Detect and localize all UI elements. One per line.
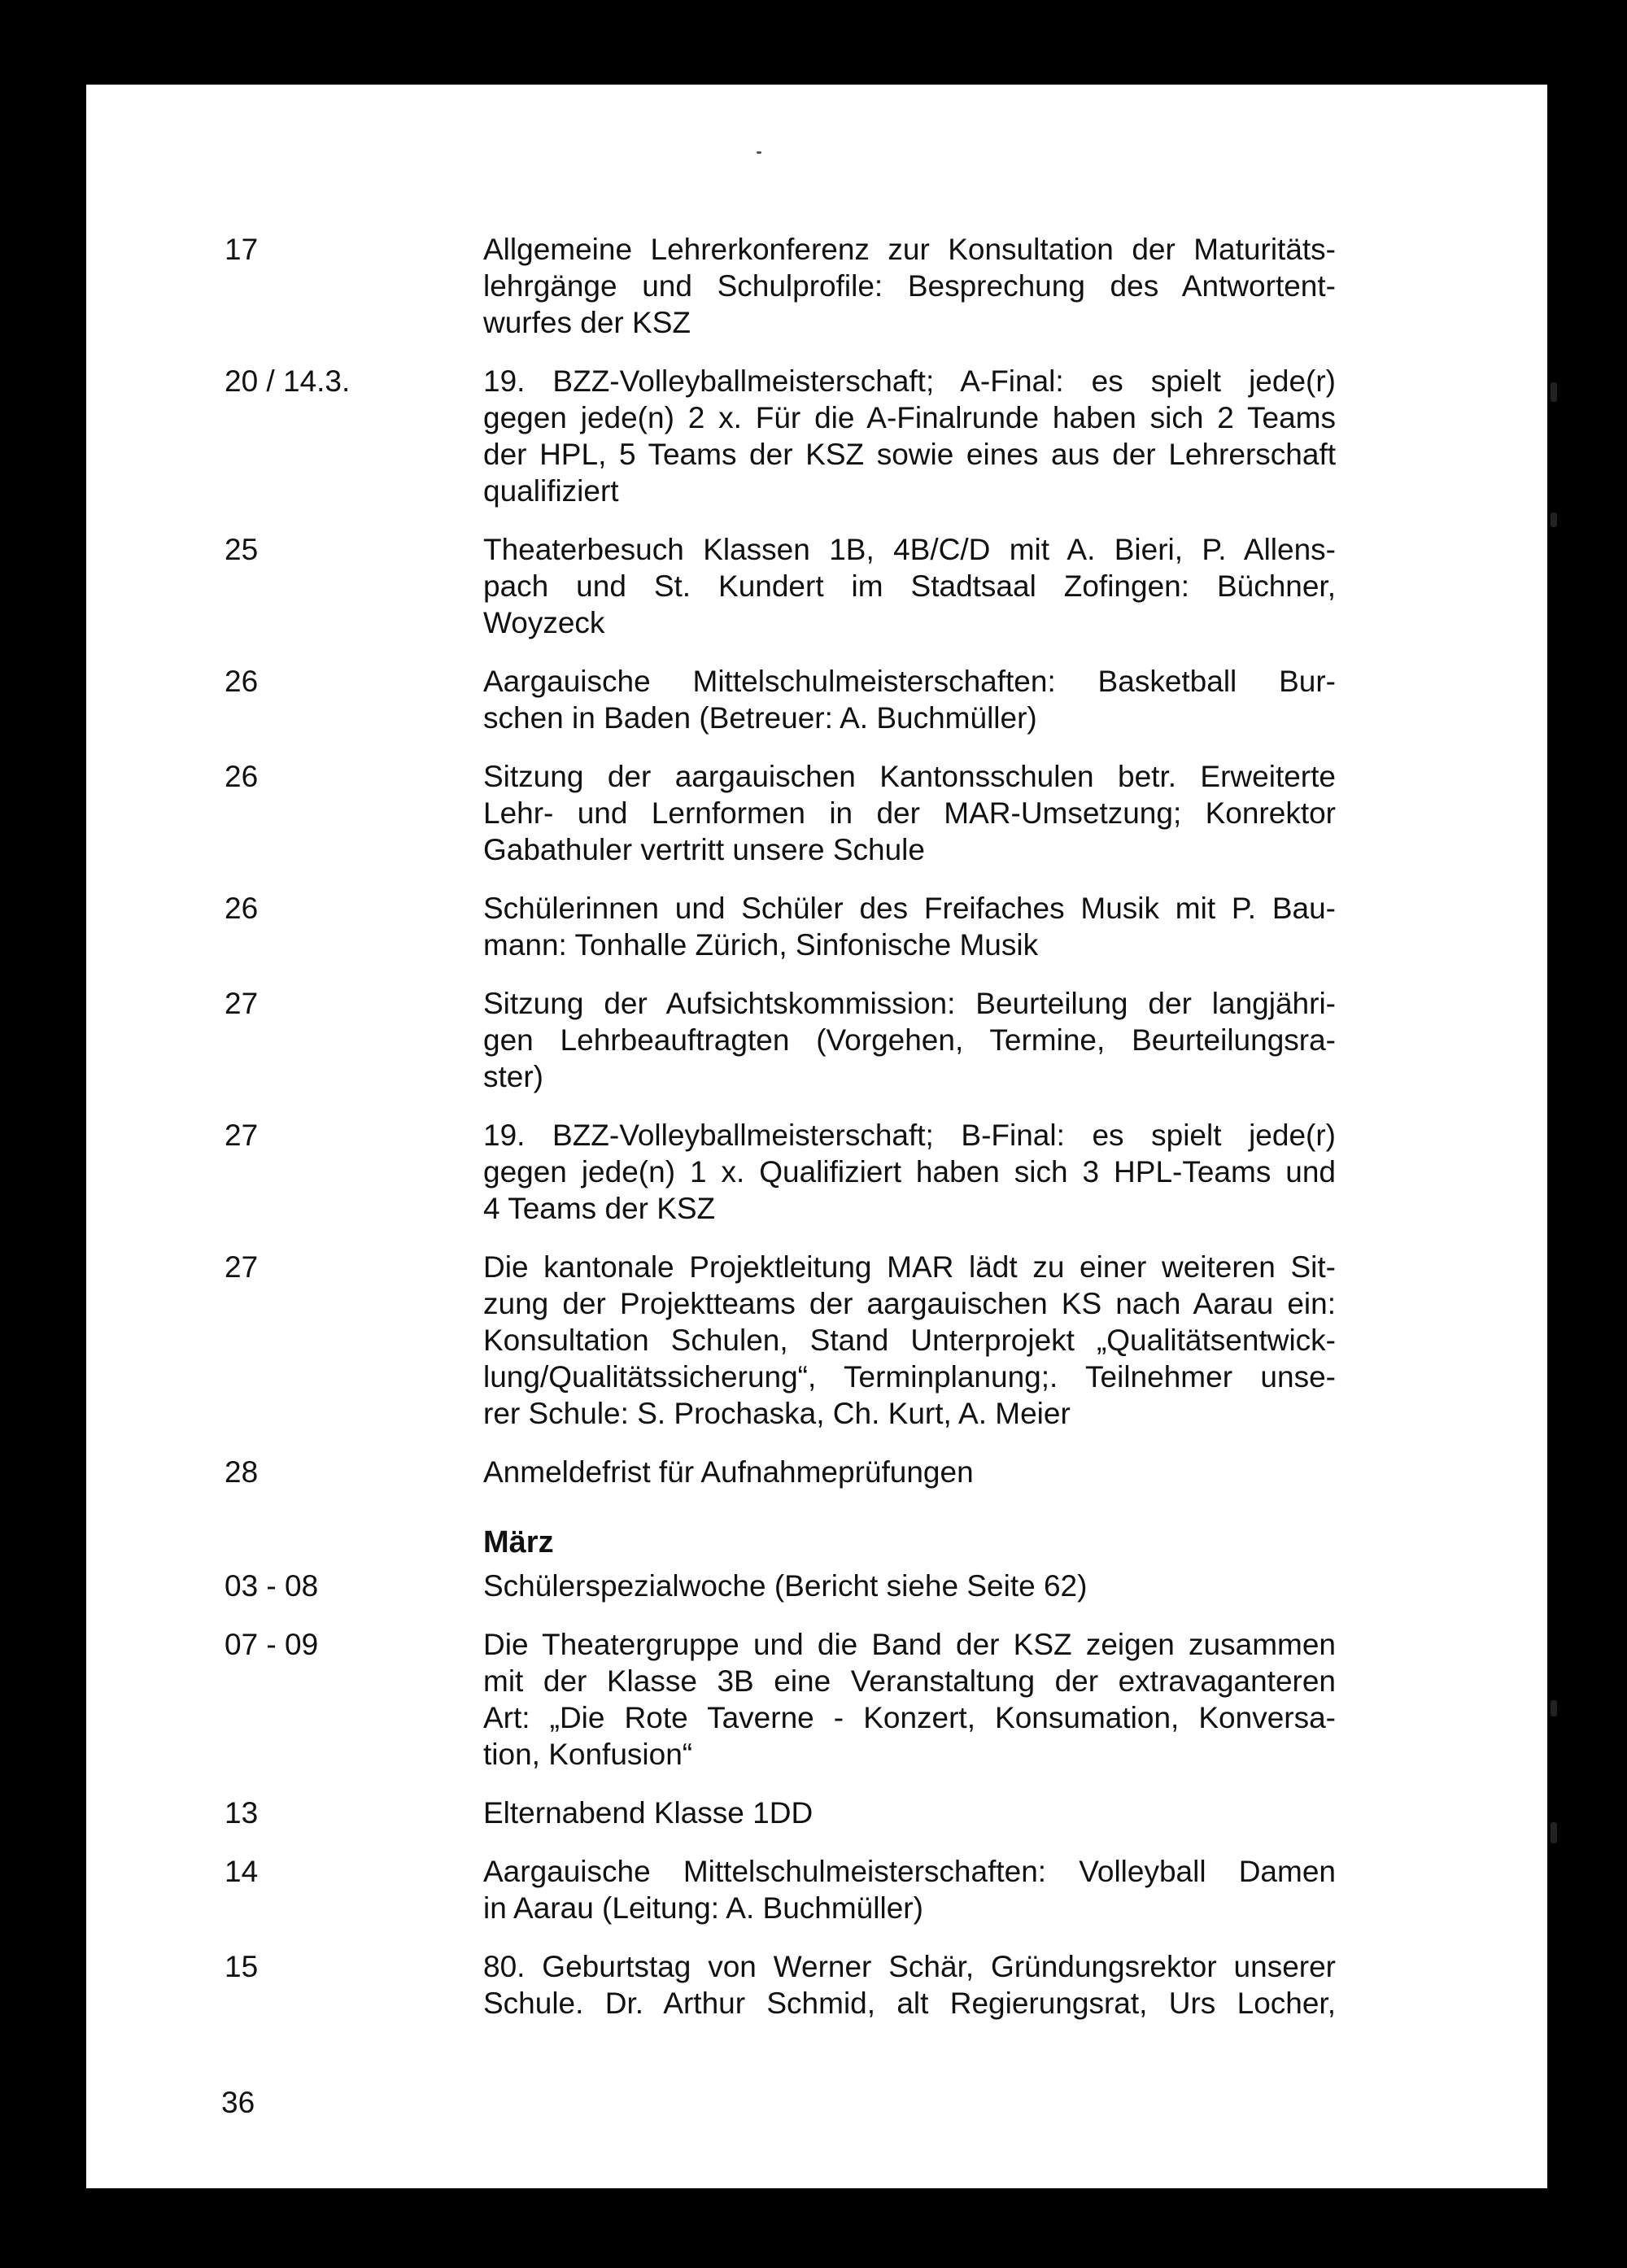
entry-text (483, 1948, 1336, 2022)
entry-line: der HPL, 5 Teams der KSZ sowie eines aus der Lehrerschaft (483, 438, 1336, 471)
entry-line: 4 Teams der KSZ (483, 1192, 716, 1225)
entry-line: Anmeldefrist für Aufnahmeprüfungen (483, 1455, 974, 1489)
entry-line: 19. BZZ-Volleyballmeisterschaft; A-Final: es spielt jede(r) (483, 364, 1336, 398)
entry-date: 26 (225, 665, 259, 698)
entry-line: Konsultation Schulen, Stand Unterprojekt „Qualitätsentwick- (483, 1324, 1336, 1357)
entry-date: 27 (225, 987, 259, 1020)
scan-edge-mark (1551, 1822, 1557, 1843)
entry-row (225, 985, 1429, 1095)
entry-line: ster) (483, 1060, 543, 1093)
entry-text (483, 663, 1336, 736)
entry-date: 26 (225, 760, 259, 793)
entry-row (225, 1626, 1429, 1773)
entry-row (225, 231, 1429, 341)
entry-line: zung der Projektteams der aargauischen KS nach Aarau ein: (483, 1287, 1336, 1320)
entry-date: 14 (225, 1855, 259, 1888)
scan-edge-mark (1551, 512, 1557, 527)
entry-date: 13 (225, 1796, 259, 1830)
scan-edge-mark (1551, 382, 1557, 402)
entry-text (483, 231, 1336, 341)
scan-edge-mark (1551, 1700, 1557, 1716)
entry-date: 28 (225, 1455, 259, 1489)
entry-text (483, 531, 1336, 641)
entry-line: Aargauische Mittelschulmeisterschaften: Basketball Bur- (483, 665, 1336, 698)
entry-row (225, 1568, 1429, 1604)
entry-date: 26 (225, 892, 259, 925)
entry-text (483, 1454, 1336, 1490)
entry-line: Elternabend Klasse 1DD (483, 1796, 814, 1830)
entry-row (225, 1853, 1429, 1926)
entry-line: lehrgänge und Schulprofile: Besprechung des Antwortent- (483, 269, 1336, 303)
entry-text (483, 758, 1336, 868)
entry-text (483, 1117, 1336, 1227)
entry-text (483, 1853, 1336, 1926)
entry-line: lung/Qualitätssicherung“, Terminplanung;. Teilnehmer unse- (483, 1360, 1336, 1394)
entry-text (483, 1626, 1336, 1773)
entry-line: Die kantonale Projektleitung MAR lädt zu einer weiteren Sit- (483, 1250, 1336, 1284)
entry-text (483, 890, 1336, 963)
entry-line: Allgemeine Lehrerkonferenz zur Konsultation der Maturitäts- (483, 233, 1336, 266)
entry-line: gegen jede(n) 1 x. Qualifiziert haben sich 3 HPL-Teams und (483, 1155, 1336, 1189)
entry-line: Woyzeck (483, 606, 605, 639)
entry-row (225, 531, 1429, 641)
entry-text (483, 1249, 1336, 1432)
month-heading: März (483, 1525, 554, 1559)
entry-row (225, 758, 1429, 868)
entry-line: tion, Konfusion“ (483, 1738, 693, 1771)
entry-line: Lehr- und Lernformen in der MAR-Umsetzung; Konrektor (483, 796, 1336, 830)
entry-date: 27 (225, 1250, 259, 1284)
entry-date: 07 - 09 (225, 1628, 319, 1661)
entry-line: Schülerspezialwoche (Bericht siehe Seite 62) (483, 1569, 1088, 1603)
entry-date: 15 (225, 1950, 259, 1983)
scan-speck (757, 151, 761, 154)
entry-text (483, 363, 1336, 509)
entry-row (225, 663, 1429, 736)
entry-line: qualifiziert (483, 474, 619, 508)
page-number: 36 (221, 2086, 255, 2119)
entry-line: Die Theatergruppe und die Band der KSZ zeigen zusammen (483, 1628, 1336, 1661)
entry-line: 80. Geburtstag von Werner Schär, Gründungsrektor unserer (483, 1950, 1336, 1983)
entry-line: mann: Tonhalle Zürich, Sinfonische Musik (483, 928, 1039, 962)
entry-text (483, 1568, 1336, 1604)
entry-row (225, 1795, 1429, 1831)
entry-date: 25 (225, 533, 259, 566)
entry-line: gen Lehrbeauftragten (Vorgehen, Termine, Beurteilungsra- (483, 1023, 1336, 1057)
entry-line: wurfes der KSZ (483, 306, 691, 339)
entry-line: Aargauische Mittelschulmeisterschaften: Volleyball Damen (483, 1855, 1336, 1888)
entry-date: 20 / 14.3. (225, 364, 351, 398)
entry-line: 19. BZZ-Volleyballmeisterschaft; B-Final: es spielt jede(r) (483, 1119, 1336, 1152)
entry-row (225, 1249, 1429, 1432)
entry-date: 27 (225, 1119, 259, 1152)
entry-line: Schule. Dr. Arthur Schmid, alt Regierungsrat, Urs Locher, (483, 1987, 1336, 2020)
entry-row (225, 1117, 1429, 1227)
entry-line: Theaterbesuch Klassen 1B, 4B/C/D mit A. Bieri, P. Allens- (483, 533, 1336, 566)
entry-line: Schülerinnen und Schüler des Freifaches Musik mit P. Bau- (483, 892, 1336, 925)
entry-line: gegen jede(n) 2 x. Für die A-Finalrunde haben sich 2 Teams (483, 401, 1336, 434)
entry-date: 03 - 08 (225, 1569, 319, 1603)
entry-row (225, 890, 1429, 963)
entry-date: 17 (225, 233, 259, 266)
entry-text (483, 1795, 1336, 1831)
entry-line: rer Schule: S. Prochaska, Ch. Kurt, A. Meier (483, 1397, 1071, 1430)
entry-line: Sitzung der aargauischen Kantonsschulen betr. Erweiterte (483, 760, 1336, 793)
entry-text (483, 985, 1336, 1095)
entry-row (225, 363, 1429, 509)
entry-line: pach und St. Kundert im Stadtsaal Zofingen: Büchner, (483, 569, 1336, 603)
entry-line: Sitzung der Aufsichtskommission: Beurteilung der langjähri- (483, 987, 1336, 1020)
chronicle-entries (225, 231, 1429, 2043)
entry-row (225, 1948, 1429, 2022)
entry-row (225, 1454, 1429, 1490)
entry-line: schen in Baden (Betreuer: A. Buchmüller) (483, 701, 1037, 735)
entry-line: mit der Klasse 3B eine Veranstaltung der extravaganteren (483, 1664, 1336, 1698)
entry-line: in Aarau (Leitung: A. Buchmüller) (483, 1891, 923, 1925)
entry-line: Art: „Die Rote Taverne - Konzert, Konsumation, Konversa- (483, 1701, 1336, 1734)
document-page (86, 85, 1547, 2188)
entry-line: Gabathuler vertritt unsere Schule (483, 833, 925, 866)
